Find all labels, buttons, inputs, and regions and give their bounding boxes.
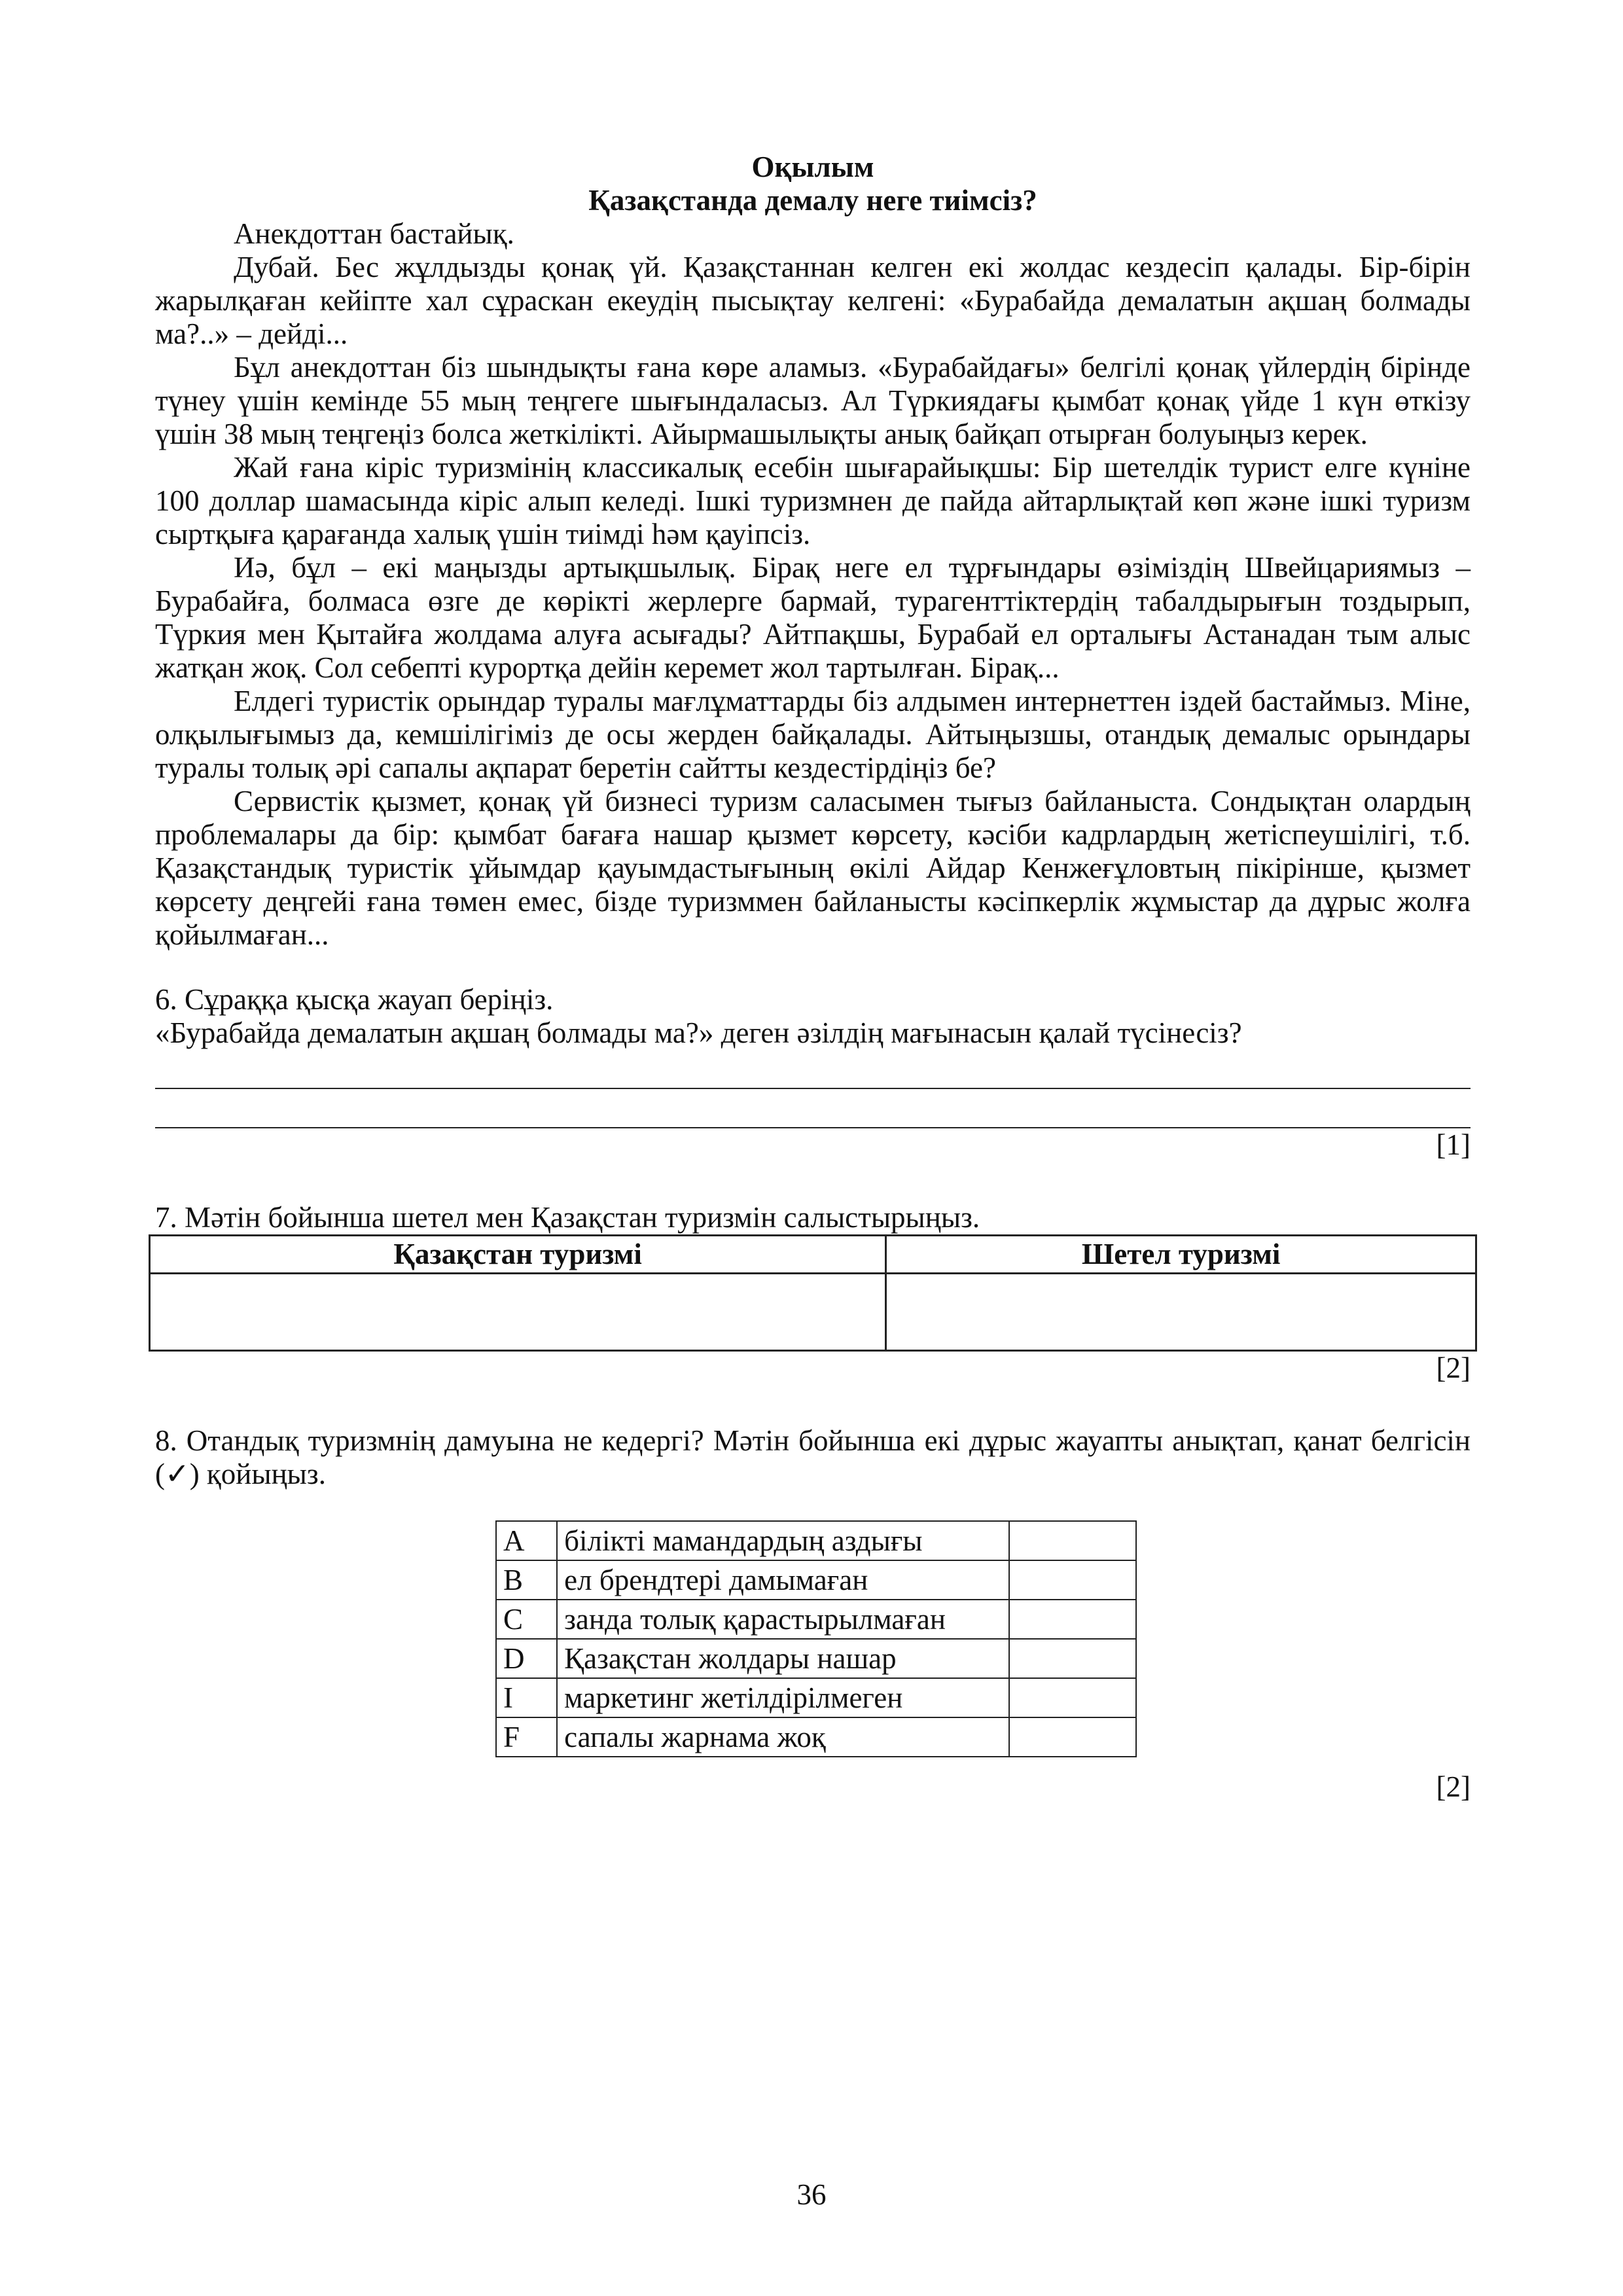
paragraph: Бұл анекдоттан біз шындықты ғана көре аламыз. «Бурабайдағы» белгілі қонақ үйлердің бірінде түнеу үшін кемінде 55 мың теңгеге шығындаласыз. Ал Түркиядағы қымбат қонақ үйде 1 күн өткізу үшін 38 мың теңгеңіз болса жеткілікті. Айырмашылықты анық байқап отырған болуыңыз керек.: [155, 351, 1471, 450]
option-text: ел брендтері дамымаған: [557, 1560, 1008, 1600]
paragraph: Иә, бұл – екі маңызды артықшылық. Бірақ неге ел тұрғындары өзіміздің Швейцариямыз – Бурабайға, болмаса өзге де көрікті жерлерге бармай, турагенттіктердің табалдырығын тоздырып, Түркия мен Қытайға жолдама алуға асығады? Айтпақшы, Бурабай ел орталығы Астанадан тым алыс жатқан жоқ. Сол себепті курортқа дейін керемет жол тартылған. Бірақ...: [155, 551, 1471, 684]
answer-cell-foreign[interactable]: [886, 1274, 1476, 1351]
option-letter: I: [496, 1678, 557, 1717]
option-text: маркетинг жетілдірілмеген: [557, 1678, 1008, 1717]
page-number: 36: [796, 2178, 827, 2211]
option-letter: B: [496, 1560, 557, 1600]
column-header-kazakhstan: Қазақстан туризмі: [150, 1236, 886, 1274]
answer-line[interactable]: [155, 1089, 1471, 1128]
option-row: [496, 1521, 1136, 1560]
answer-line[interactable]: [155, 1050, 1471, 1089]
paragraph: Жай ғана кіріс туризмінің классикалық есебін шығарайықшы: Бір шетелдік турист елге күніне 100 доллар шамасында кіріс алып келеді. Ішкі туризмнен де пайда айтарлықтай көп және ішкі туризм сыртқыға қарағанда халық үшін тиімді һәм қауіпсіз.: [155, 451, 1471, 550]
q8-score: [2]: [1436, 1770, 1471, 1803]
options-table: [495, 1520, 1137, 1757]
column-header-foreign: Шетел туризмі: [886, 1236, 1476, 1274]
option-text: Қазақстан жолдары нашар: [557, 1639, 1008, 1678]
option-row: [496, 1639, 1136, 1678]
checkmark-cell[interactable]: [1009, 1678, 1136, 1717]
checkmark-cell[interactable]: [1009, 1600, 1136, 1639]
q6-instruction: 6. Сұраққа қысқа жауап беріңіз.: [155, 983, 554, 1016]
q8-question: 8. Отандық туризмнің дамуына не кедергі? Мәтін бойынша екі дұрыс жауапты анықтап, қанат белгісін (✓) қойыңыз.: [155, 1424, 1471, 1490]
comparison-table: [149, 1234, 1477, 1352]
q6-score: [1]: [1436, 1128, 1471, 1161]
option-text: білікті мамандардың аздығы: [557, 1521, 1008, 1560]
q7-score: [2]: [1436, 1352, 1471, 1384]
section-heading: Оқылым: [751, 151, 874, 183]
intro-paragraph: Анекдоттан бастайық.: [234, 217, 514, 250]
option-row: [496, 1678, 1136, 1717]
answer-cell-kazakhstan[interactable]: [150, 1274, 886, 1351]
checkmark-cell[interactable]: [1009, 1639, 1136, 1678]
text-title: Қазақстанда демалу неге тиімсіз?: [588, 184, 1037, 217]
checkmark-cell[interactable]: [1009, 1521, 1136, 1560]
paragraph: Сервистік қызмет, қонақ үй бизнесі туризм саласымен тығыз байланыста. Сондықтан олардың проблемалары да бір: қымбат бағаға нашар қызмет көрсету, кәсіби кадрлардың жетіспеушілігі, т.б. Қазақстандық туристік ұйымдар қауымдастығының өкілі Айдар Кенжеғұловтың пікірінше, қызмет көрсету деңгейі ғана төмен емес, бізде туризммен байланысты кәсіпкерлік жұмыстар да дұрыс жолға қойылмаған...: [155, 785, 1471, 951]
option-letter: C: [496, 1600, 557, 1639]
checkmark-cell[interactable]: [1009, 1717, 1136, 1757]
option-row: [496, 1600, 1136, 1639]
checkmark-cell[interactable]: [1009, 1560, 1136, 1600]
paragraph: Дубай. Бес жұлдызды қонақ үй. Қазақстаннан келген екі жолдас кездесіп қалады. Бір-бірін жарылқаған кейіпте хал сұраскан екеудің пысықтау келгені: «Бурабайда демалатын ақшаң болмады ма?..» – дейді...: [155, 251, 1471, 350]
option-text: сапалы жарнама жоқ: [557, 1717, 1008, 1757]
q7-question: 7. Мәтін бойынша шетел мен Қазақстан туризмін салыстырыңыз.: [155, 1201, 980, 1234]
option-row: [496, 1560, 1136, 1600]
paragraph: Елдегі туристік орындар туралы мағлұматтарды біз алдымен интернеттен іздей бастаймыз. Міне, олқылығымыз да, кемшілігіміз де осы жерден байқалады. Айтыңызшы, отандық демалыс орындары туралы толық әрі сапалы ақпарат беретін сайтты кездестірдіңіз бе?: [155, 685, 1471, 784]
option-letter: F: [496, 1717, 557, 1757]
option-letter: A: [496, 1521, 557, 1560]
option-row: [496, 1717, 1136, 1757]
option-text: занда толық қарастырылмаған: [557, 1600, 1008, 1639]
option-letter: D: [496, 1639, 557, 1678]
document-page: [155, 151, 1471, 1804]
q6-question: «Бурабайда демалатын ақшаң болмады ма?» деген әзілдің мағынасын қалай түсінесіз?: [155, 1016, 1242, 1049]
